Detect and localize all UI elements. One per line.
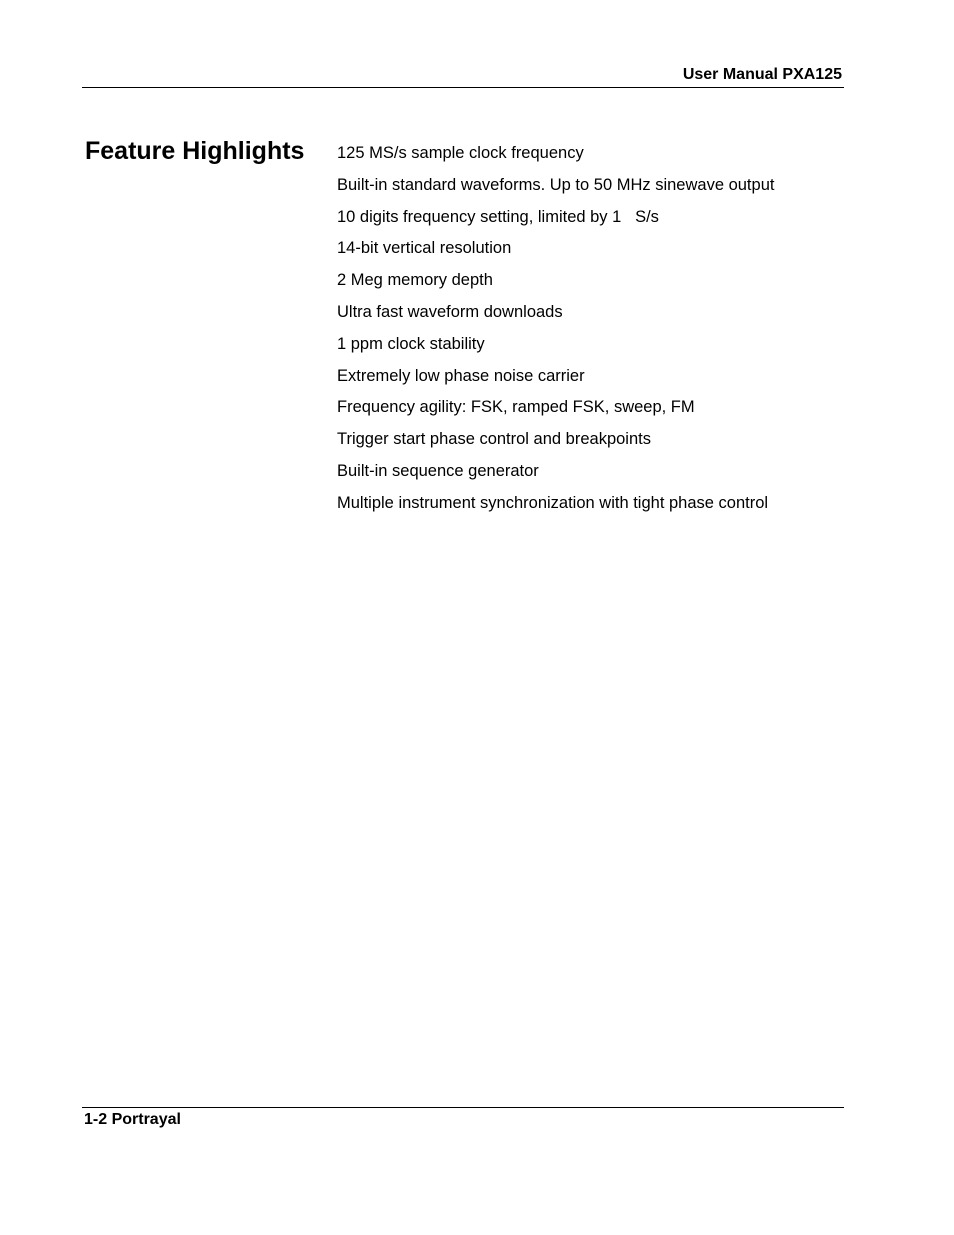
- feature-item: Extremely low phase noise carrier: [337, 366, 585, 385]
- feature-item: Trigger start phase control and breakpoints: [337, 430, 651, 449]
- header-divider: [82, 87, 844, 88]
- feature-item: Frequency agility: FSK, ramped FSK, sweep, FM: [337, 398, 695, 417]
- footer-divider: [82, 1107, 844, 1108]
- feature-item: 1 ppm clock stability: [337, 334, 485, 353]
- feature-item: Multiple instrument synchronization with tight phase control: [337, 493, 769, 512]
- feature-item: 125 MS/s sample clock frequency: [337, 144, 584, 162]
- feature-item: 2 Meg memory depth: [337, 271, 493, 290]
- header-title: User Manual PXA125: [682, 66, 842, 83]
- feature-item: Built-in standard waveforms. Up to 50 MHz sinewave output: [337, 175, 775, 194]
- feature-item: Built-in sequence generator: [337, 461, 539, 480]
- feature-item: Ultra fast waveform downloads: [337, 302, 563, 321]
- feature-list: [337, 144, 774, 526]
- footer-page-label: 1-2 Portrayal: [84, 1111, 181, 1128]
- feature-item: 14-bit vertical resolution: [337, 239, 512, 258]
- feature-item: 10 digits frequency setting, limited by 1 S/s: [337, 207, 659, 226]
- section-heading: Feature Highlights: [85, 137, 305, 165]
